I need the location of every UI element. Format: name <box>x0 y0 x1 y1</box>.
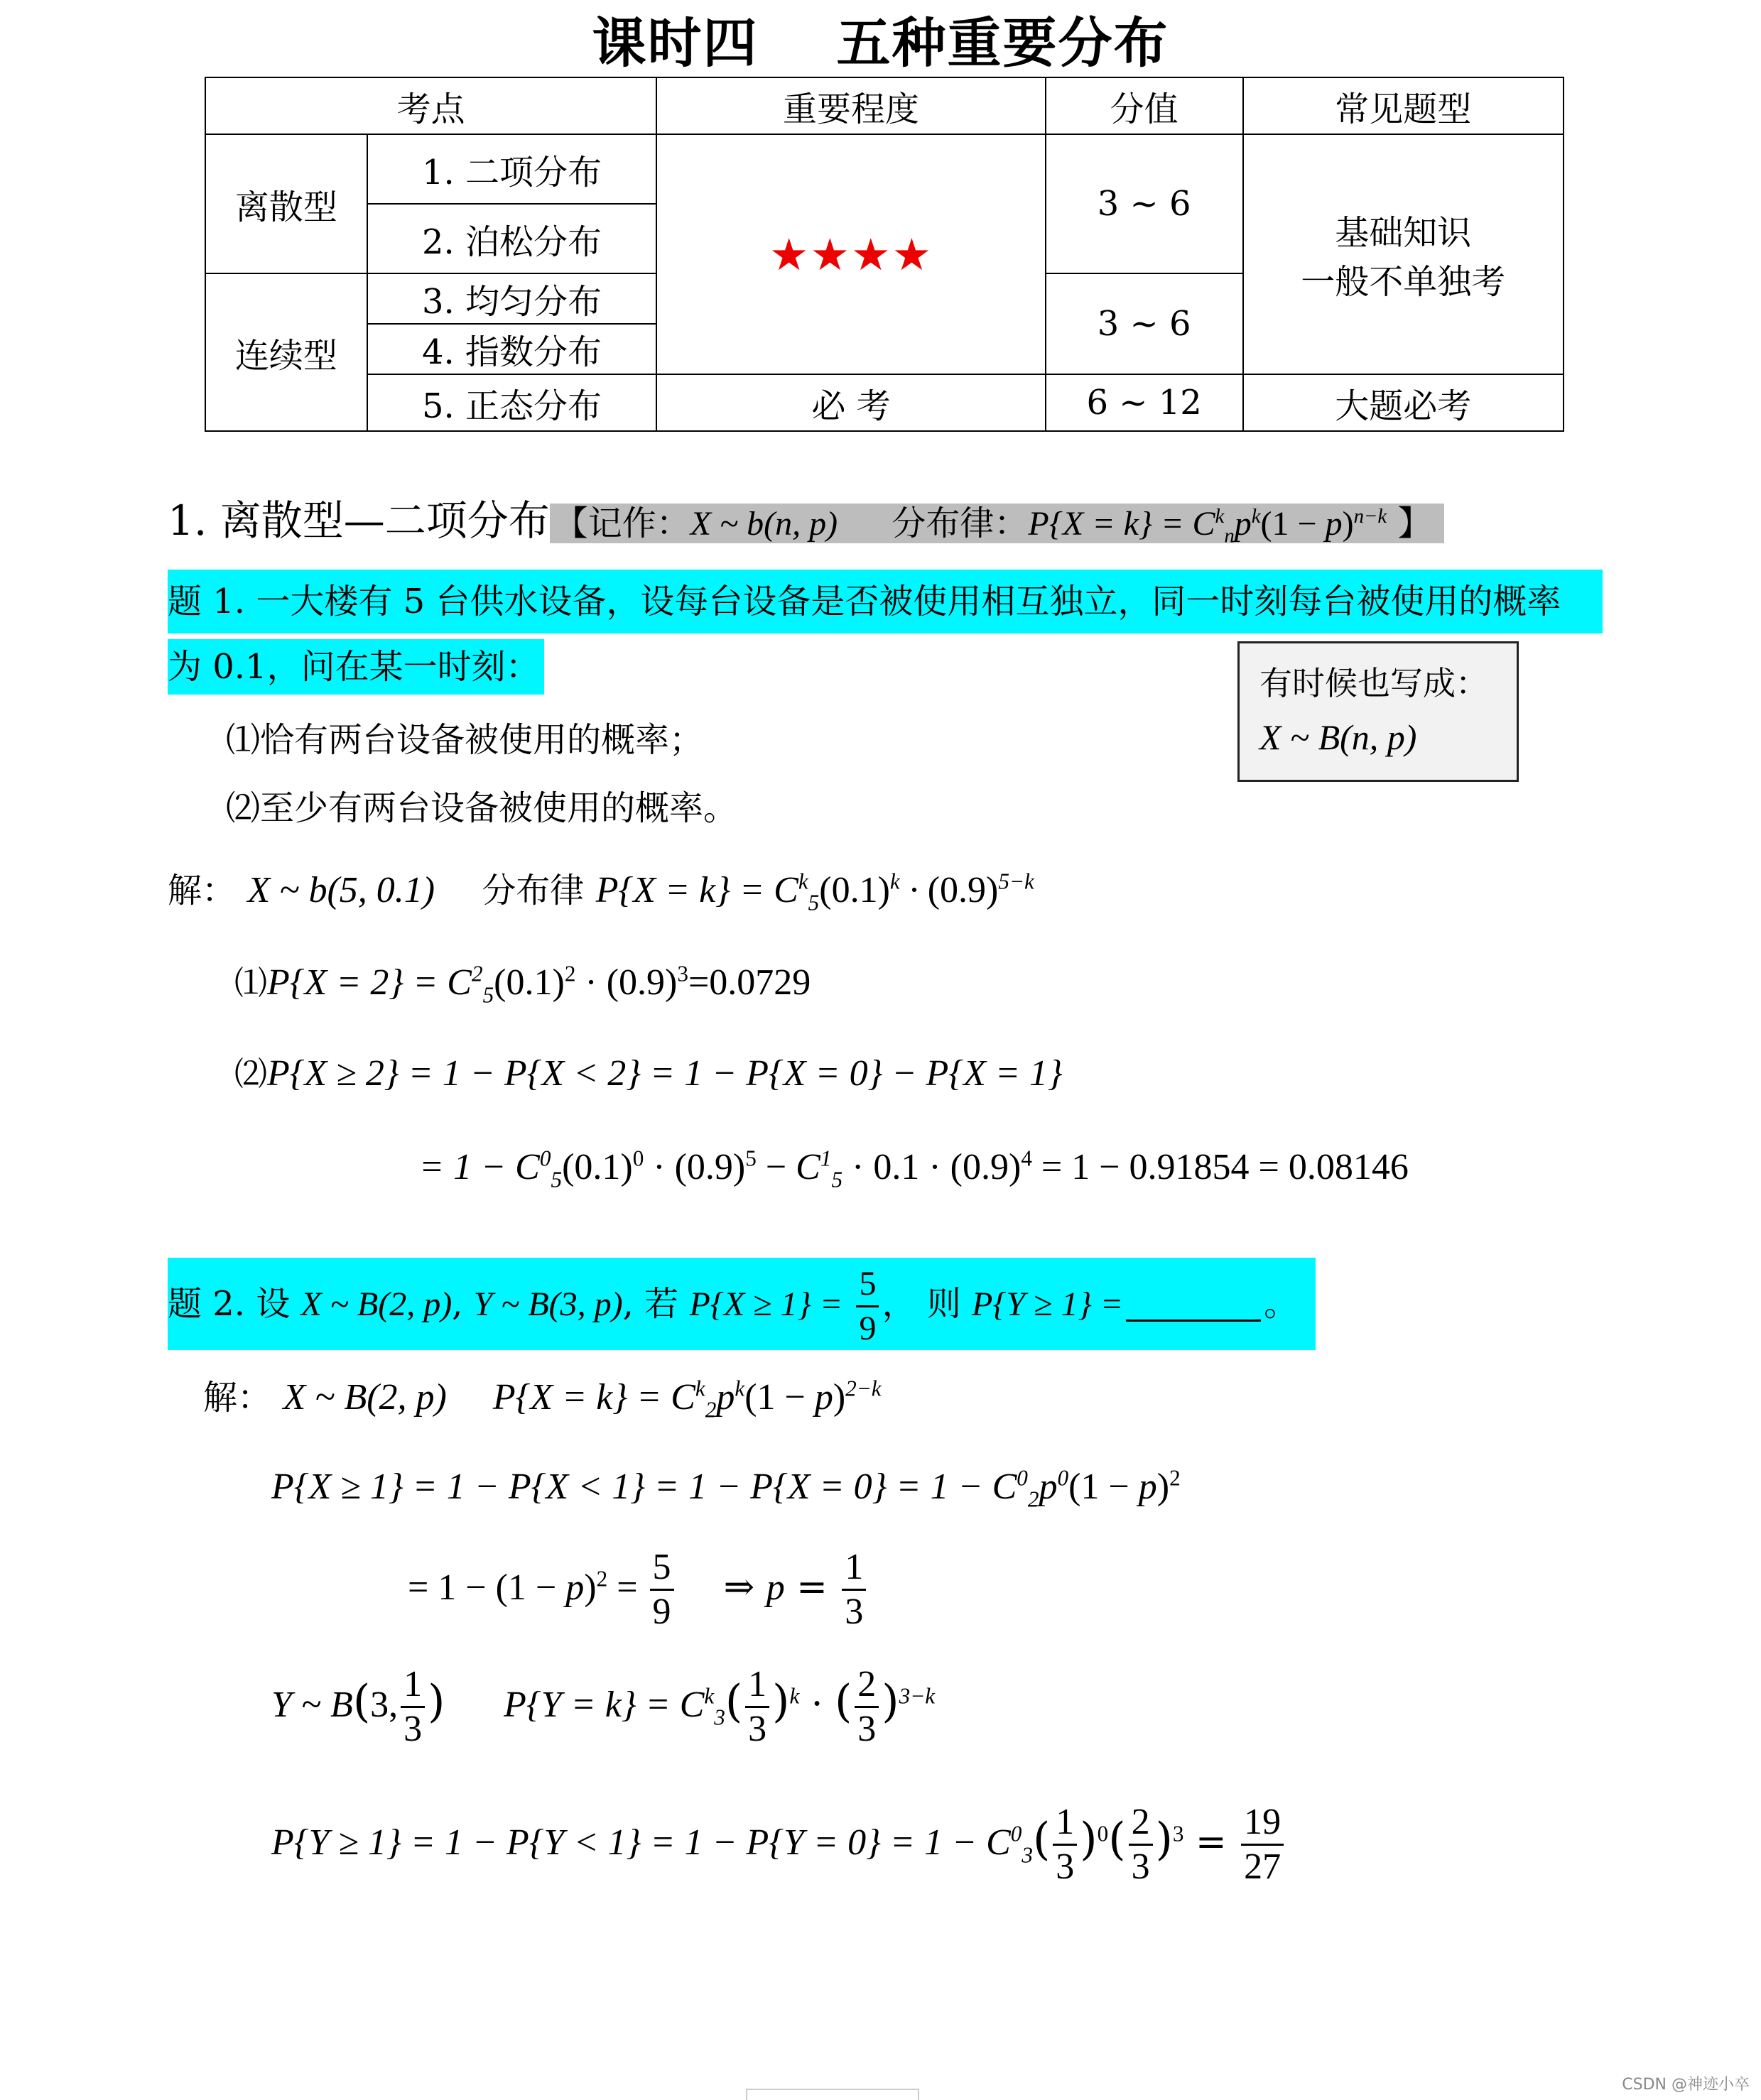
watermark: CSDN @神迹小卒 <box>1622 2076 1750 2094</box>
answer2-result: = 1 − 0.91854 = 0.08146 <box>1041 1147 1409 1187</box>
side-note-formula: X ~ B(n, p) <box>1259 717 1417 757</box>
problem2-stem: 题 2. 设 X ~ B(2, p), Y ~ B(3, p), 若 P{X ≥ 1} = $\frac{5}{9}$ ， 则 P{Y ≥ 1} = 。 <box>168 1258 1316 1350</box>
header-importance: 重要程度 <box>656 77 1046 134</box>
fraction-2-3: $\frac{2}{3}$ <box>855 1663 879 1751</box>
solution-law-label: 分布律 <box>482 871 585 910</box>
problem2-prefix: 题 2. 设 <box>168 1284 291 1324</box>
table-header-row <box>205 77 1564 134</box>
fraction-5-9: $\frac{5}{9}$ <box>856 1263 879 1350</box>
score-discrete: 3 ~ 6 <box>1046 134 1243 273</box>
problem1-answer2: ⑵P{X ≥ 2} = 1 − P{X < 2} = 1 − P{X = 0} − P{X = 1} <box>234 1053 1063 1094</box>
title-part2: 五种重要分布 <box>836 11 1169 75</box>
type-normal: 大题必考 <box>1243 374 1564 431</box>
title-part1: 课时四 <box>592 11 759 75</box>
answer1-result: =0.0729 <box>688 962 811 1003</box>
importance-stars: ★★★★ <box>656 134 1046 374</box>
group-discrete: 离散型 <box>205 134 367 273</box>
group-continuous: 连续型 <box>205 273 367 431</box>
solution2-label: 解： <box>203 1378 272 1418</box>
fraction-1-3: $\frac{1}{3}$ <box>842 1546 866 1633</box>
notation-note <box>550 504 1445 548</box>
problem1-q2: ⑵至少有两台设备被使用的概率。 <box>226 788 738 828</box>
topic-exponential: 4. 指数分布 <box>367 324 657 374</box>
solution-distribution: X ~ b(5, 0.1) <box>247 870 435 910</box>
fraction-1-3-d: $\frac{1}{3}$ <box>1053 1801 1077 1888</box>
score-continuous: 3 ~ 6 <box>1046 273 1243 374</box>
problem2-if: 若 <box>644 1284 679 1324</box>
fraction-1-3-c: $\frac{1}{3}$ <box>745 1663 769 1751</box>
final-answer-fraction: $\frac{19}{27}$ <box>1241 1801 1284 1888</box>
answer1-label: ⑴ <box>234 964 267 1002</box>
problem2-solution-intro: 解： X ~ B(2, p) $P\{X = k\} = C^k_2p^k(1 - p)^{2-k}$ <box>203 1376 882 1422</box>
problem2-then: 则 <box>926 1284 961 1324</box>
overview-table <box>205 77 1564 432</box>
section-heading <box>168 490 1444 551</box>
header-score: 分值 <box>1046 77 1243 134</box>
solution-label: 解： <box>168 871 237 910</box>
answer-blank[interactable] <box>1126 1291 1261 1322</box>
header-topic: 考点 <box>205 77 656 134</box>
section-heading-text: 1. 离散型—二项分布 <box>168 496 550 545</box>
problem1-q1: ⑴恰有两台设备被使用的概率； <box>226 720 704 760</box>
side-note-box <box>1237 641 1519 782</box>
problem1-stem-line1: 题 1. 一大楼有 5 台供水设备，设每台设备是否被使用相互独立，同一时刻每台被使用的概率 <box>168 570 1603 633</box>
problem1-stem-line2: 为 0.1，问在某一时刻： <box>168 639 544 695</box>
answer2-label: ⑵ <box>234 1055 267 1093</box>
problem2-step4: $P\{Y \ge 1\} = 1 - P\{Y < 1\} = 1 - P\{Y = 0\} = 1 - C^0_3$( $\frac{1}{3}$ )$^0$( $\frac{2}{3}$ )$^3$ = $\frac{19}{27}$ <box>271 1790 1286 1893</box>
problem1-answer2-cont: = $1 - C^0_5(0.1)^0 \cdot (0.9)^5 - C^1_5 \cdot 0.1 \cdot (0.9)^4 = 1 - 0.91854 = 0.08146$ <box>419 1146 1409 1192</box>
note-open: 【记作： <box>553 504 690 543</box>
solution-law-formula: $P\{X = k\} = C^k_5(0.1)^k \cdot (0.9)^{5-k}$ <box>595 869 1034 915</box>
type-basic-line2: 一般不单独考 <box>1301 262 1506 302</box>
problem2-step1: $P\{X \ge 1\} = 1 - P\{X < 1\} = 1 - P\{X = 0\} = 1 - C^0_2p^0(1 - p)^2$ <box>271 1465 1181 1512</box>
problem2-step3: Y ~ B(3, $\frac{1}{3}$ ) $P\{Y = k\} = C^k_3$( $\frac{1}{3}$ )$^k$ · ( $\frac{2}{3}$ )$^{3-k}$ <box>271 1664 936 1749</box>
topic-binomial: 1. 二项分布 <box>367 134 657 204</box>
page-title <box>0 0 1761 75</box>
problem2-x-dist: X ~ B(2, p) <box>300 1285 453 1323</box>
page-tab <box>746 2089 919 2100</box>
topic-normal: 5. 正态分布 <box>367 374 657 431</box>
fraction-5-9-step: $\frac{5}{9}$ <box>650 1546 674 1633</box>
problem2-end: 。 <box>1264 1284 1299 1324</box>
type-basic-line1: 基础知识 <box>1335 213 1472 253</box>
note-law-formula: $P\{X = k\} = C^k_np^k(1 - p)^{n-k}$ <box>1028 505 1387 548</box>
side-note-title: 有时候也写成： <box>1259 664 1488 702</box>
problem1-solution-intro <box>168 858 1034 923</box>
note-notation: X ~ b(n, p) <box>690 505 838 543</box>
table-row <box>205 374 1564 431</box>
importance-normal: 必 考 <box>656 374 1046 431</box>
score-normal: 6 ~ 12 <box>1046 374 1243 431</box>
problem2-step2: = $1 - (1 - p)^2$ = $\frac{5}{9}$ ⇒ p = $\frac{1}{3}$ <box>408 1541 869 1634</box>
type-basic <box>1243 134 1564 374</box>
fraction-2-3-b: $\frac{2}{3}$ <box>1129 1801 1153 1888</box>
header-type: 常见题型 <box>1243 77 1564 134</box>
note-law-label: 分布律： <box>892 504 1029 543</box>
topic-poisson: 2. 泊松分布 <box>367 204 657 273</box>
table-row <box>205 134 1564 204</box>
topic-uniform: 3. 均匀分布 <box>367 273 657 324</box>
problem2-y-dist: Y ~ B(3, p) <box>473 1285 623 1323</box>
note-close: 】 <box>1397 504 1432 543</box>
fraction-1-3-b: $\frac{1}{3}$ <box>401 1663 425 1751</box>
problem1-answer1: ⑴P{X = $2\} = C^2_5(0.1)^2 \cdot (0.9)^3=0.0729$ <box>234 961 811 1008</box>
